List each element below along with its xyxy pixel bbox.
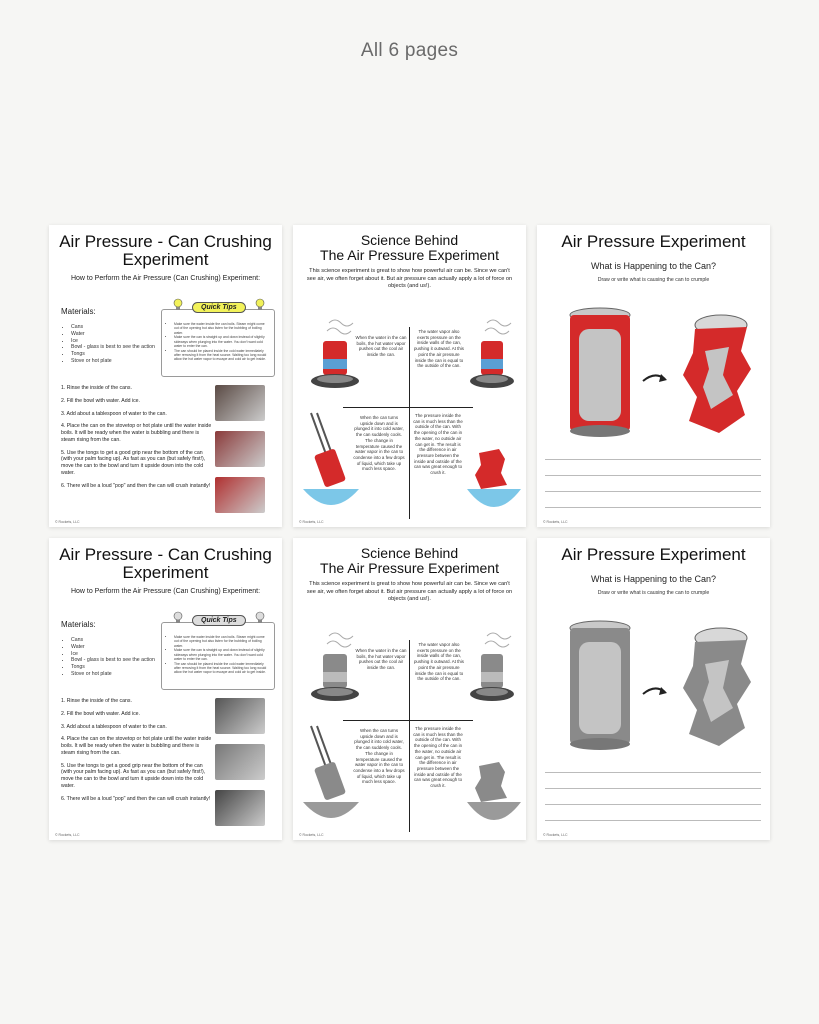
can-on-burner-illustration (465, 628, 523, 708)
writing-line[interactable] (545, 475, 761, 476)
step-item: 5. Use the tongs to get a good grip near the bottom of the can (with your palm facing up). As fast as you can (but safely first!), move the can to the bowl and turn it upside down into the cold water. (61, 762, 206, 789)
writing-line[interactable] (545, 788, 761, 789)
list-item: • Stove or hot plate (71, 671, 155, 678)
list-item: • Make sure the water inside the can boils. Steam might come out of the opening but also listen for the bubbling of boiling water. (174, 322, 270, 335)
divider (409, 640, 410, 832)
science-page[interactable] (293, 225, 526, 527)
list-item: • The can should be placed inside the cold water immediately after removing it from the heat source. Waiting too long would allow the hot water vapor to escape and cold air to get inside. (174, 662, 270, 675)
writing-line[interactable] (545, 772, 761, 773)
quick-tips-box (161, 617, 275, 690)
step-item: 3. Add about a tablespoon of water to the can. (61, 723, 167, 730)
steps-list (61, 698, 213, 808)
science-title: Science Behind The Air Pressure Experiment (320, 545, 499, 576)
step-item: 1. Rinse the inside of the cans. (61, 385, 132, 391)
tongs-can-bowl-illustration (301, 411, 361, 517)
step-item: 2. Fill the bowl with water. Add ice. (61, 710, 141, 717)
tips-list (170, 322, 270, 362)
writing-line[interactable] (545, 459, 761, 460)
lightbulb-icon (254, 298, 266, 312)
page-footer: © Rockets, LLC (543, 520, 568, 524)
quick-tips-badge: Quick Tips (192, 302, 246, 313)
photo-rinse-can (215, 385, 265, 421)
list-item: • Water (71, 644, 155, 651)
step-item: 5. Use the tongs to get a good grip near the bottom of the can (with your palm facing up). As fast as you can (but safely first!), move the can to the bowl and turn it upside down into the cold water. (61, 449, 206, 476)
divider (343, 720, 473, 721)
list-item: • Make sure the water inside the can boils. Steam might come out of the opening but also listen for the bubbling of boiling water. (174, 635, 270, 648)
step-item: 6. There will be a loud "pop" and then the can will crush instantly! (61, 795, 211, 802)
explanation-q1: When the water in the can boils, the hot water vapor pushes out the cool air inside the can. (355, 335, 407, 358)
howto-subtitle: How to Perform the Air Pressure (Can Crushing) Experiment: (70, 587, 261, 595)
howto-page[interactable] (49, 538, 282, 840)
science-title: Science Behind The Air Pressure Experiment (320, 232, 499, 263)
list-item: • Bowl - glass is best to see the action (71, 657, 155, 664)
list-item: • Tongs (71, 351, 155, 358)
science-page[interactable] (293, 538, 526, 840)
worksheet-instruction: Draw or write what is causing the can to crumple (597, 589, 710, 596)
page-footer: © Rockets, LLC (299, 520, 324, 524)
step-item: 4. Place the can on the stovetop or hot plate until the water inside boils. It will be ready when the water is bubbling and there is steam rising from the can. (61, 736, 212, 756)
list-item: • Make sure the can is straight up and down instead of slightly sideways when plunging into the water. You don't want cold water to enter the can. (174, 335, 270, 348)
worksheet-title: Air Pressure Experiment (561, 545, 746, 564)
science-intro: This science experiment is great to show how powerful air can be. Since we can't see air, we often forget about it. But air pressure can actually apply a lot of force on objects (and us!). (306, 268, 513, 289)
explanation-q3: When the can turns upside down and is plunged it into cold water, the can suddenly cools. The change in temperature caused the water vapor in the can to condense into a few drops of liquid, which take up much less space. (353, 415, 405, 472)
crushed-can-illustration (675, 311, 755, 439)
list-item: • Cans (71, 324, 155, 331)
tongs-can-bowl-illustration (301, 724, 361, 830)
steps-list (61, 385, 213, 495)
divider (343, 407, 473, 408)
explanation-q2: The water vapor also exerts pressure on the inside walls of the can, pushing it outward. At this point the air pressure inside the can is equal to the outside of the can. (413, 329, 465, 369)
worksheet-page[interactable] (537, 225, 770, 527)
photo-heat-can (215, 431, 265, 467)
step-item: 1. Rinse the inside of the cans. (61, 698, 132, 704)
explanation-q1: When the water in the can boils, the hot water vapor pushes out the cool air inside the can. (355, 648, 407, 671)
howto-subtitle: How to Perform the Air Pressure (Can Crushing) Experiment: (70, 274, 261, 282)
materials-heading: Materials: (61, 307, 96, 316)
explanation-q4: The pressure inside the can is much less than the outside of the can. With the opening of the can in the water, no outside air can get in. The result is the difference in air pressure between the inside and outside of the can was great enough to crush it. (413, 726, 463, 789)
list-item: • Tongs (71, 664, 155, 671)
list-item: • Cans (71, 637, 155, 644)
explanation-q4: The pressure inside the can is much less than the outside of the can. With the opening of the can in the water, no outside air can get in. The result is the difference in air pressure between the inside and outside of the can was great enough to crush it. (413, 413, 463, 476)
explanation-q2: The water vapor also exerts pressure on the inside walls of the can, pushing it outward. At this point the air pressure inside the can is equal to the outside of the can. (413, 642, 465, 682)
list-item: • Ice (71, 651, 155, 658)
writing-line[interactable] (545, 820, 761, 821)
list-item: • Water (71, 331, 155, 338)
step-item: 2. Fill the bowl with water. Add ice. (61, 397, 141, 404)
worksheet-question: What is Happening to the Can? (590, 573, 717, 584)
worksheet-question: What is Happening to the Can? (590, 260, 717, 271)
step-item: 6. There will be a loud "pop" and then the can will crush instantly! (61, 482, 211, 489)
divider (409, 327, 410, 519)
worksheet-title: Air Pressure Experiment (561, 232, 746, 251)
tips-list (170, 635, 270, 675)
list-item: • Ice (71, 338, 155, 345)
lightbulb-icon (172, 611, 184, 625)
can-on-burner-illustration (465, 315, 523, 395)
worksheet-instruction: Draw or write what is causing the can to crumple (597, 276, 710, 283)
page-footer: © Rockets, LLC (299, 833, 324, 837)
page-footer: © Rockets, LLC (55, 833, 80, 837)
photo-rinse-can (215, 698, 265, 734)
can-illustration (565, 307, 635, 439)
howto-page[interactable] (49, 225, 282, 527)
materials-list (65, 324, 155, 365)
list-item: • Bowl - glass is best to see the action (71, 344, 155, 351)
arrow-icon (641, 371, 669, 387)
writing-line[interactable] (545, 507, 761, 508)
photo-heat-can (215, 744, 265, 780)
arrow-icon (641, 684, 669, 700)
page-heading: All 6 pages (360, 40, 459, 61)
step-item: 4. Place the can on the stovetop or hot plate until the water inside boils. It will be ready when the water is bubbling and there is steam rising from the can. (61, 423, 212, 443)
quick-tips-box (161, 304, 275, 377)
materials-heading: Materials: (61, 620, 96, 629)
step-item: 3. Add about a tablespoon of water to the can. (61, 410, 167, 417)
howto-title: Air Pressure - Can Crushing Experiment (59, 232, 272, 269)
list-item: • Make sure the can is straight up and down instead of slightly sideways when plunging into the water. You don't want cold water to enter the can. (174, 648, 270, 661)
photo-crushed-can (215, 477, 265, 513)
crushed-can-bowl-illustration (465, 445, 523, 521)
page-footer: © Rockets, LLC (55, 520, 80, 524)
lightbulb-icon (172, 298, 184, 312)
crushed-can-illustration (675, 624, 755, 752)
photo-crushed-can (215, 790, 265, 826)
quick-tips-badge: Quick Tips (192, 615, 246, 626)
can-illustration (565, 620, 635, 752)
lightbulb-icon (254, 611, 266, 625)
page-footer: © Rockets, LLC (543, 833, 568, 837)
writing-line[interactable] (545, 491, 761, 492)
writing-line[interactable] (545, 804, 761, 805)
howto-title: Air Pressure - Can Crushing Experiment (59, 545, 272, 582)
list-item: • Stove or hot plate (71, 358, 155, 365)
worksheet-page[interactable] (537, 538, 770, 840)
materials-list (65, 637, 155, 678)
list-item: • The can should be placed inside the cold water immediately after removing it from the heat source. Waiting too long would allow the hot water vapor to escape and cold air to get inside. (174, 349, 270, 362)
crushed-can-bowl-illustration (465, 758, 523, 834)
science-intro: This science experiment is great to show how powerful air can be. Since we can't see air, we often forget about it. But air pressure can actually apply a lot of force on objects (and us!). (306, 581, 513, 602)
explanation-q3: When the can turns upside down and is plunged it into cold water, the can suddenly cools. The change in temperature caused the water vapor in the can to condense into a few drops of liquid, which take up much less space. (353, 728, 405, 785)
